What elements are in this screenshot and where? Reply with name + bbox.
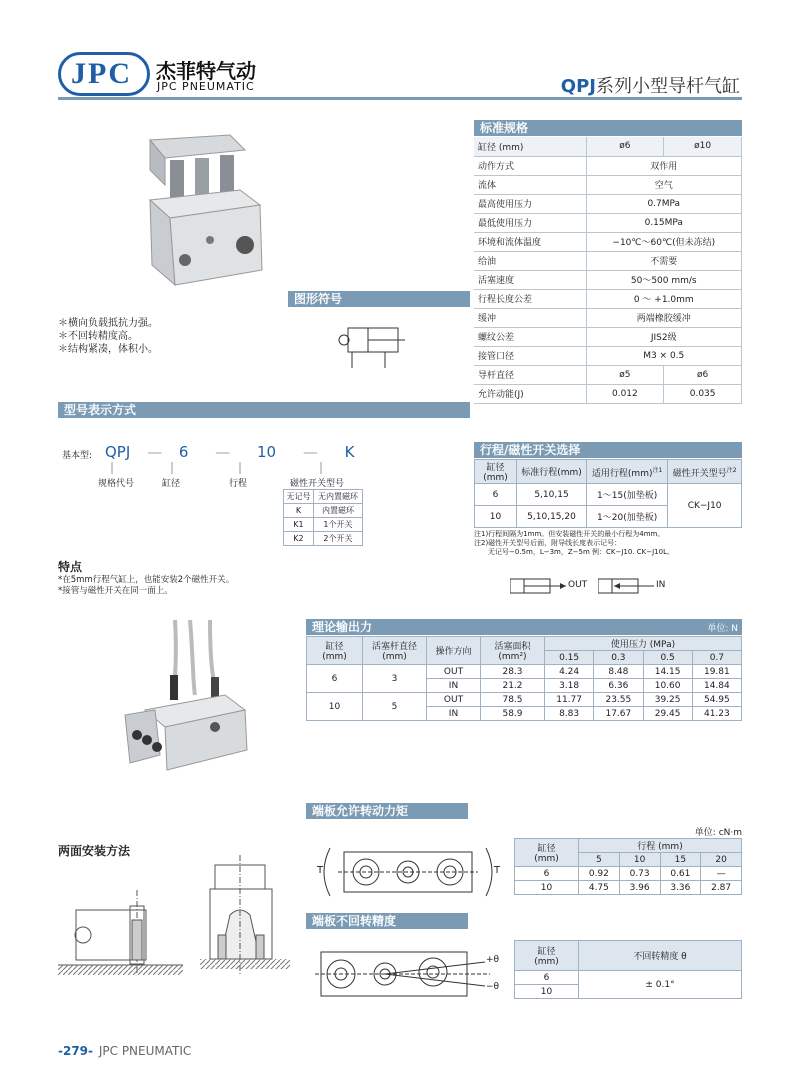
- footer: [58, 1044, 191, 1058]
- force-unit: 单位: N: [707, 624, 738, 634]
- force-value: 8.48: [594, 665, 643, 679]
- feature-item: ＊横向负载抵抗力强。: [58, 318, 158, 329]
- page-number: -279-: [58, 1044, 94, 1058]
- mount-title: 两面安装方法: [58, 844, 131, 858]
- spec-row: [474, 308, 742, 327]
- in-label: IN: [656, 580, 666, 590]
- spec-label: 流体: [474, 175, 586, 194]
- force-col: 缸径 (mm): [307, 637, 363, 665]
- spec-label: 缓冲: [474, 308, 586, 327]
- rot-plus: +θ: [486, 955, 500, 965]
- stroke-col: 缸径(mm): [475, 460, 517, 484]
- torque-value: 3.36: [660, 881, 701, 895]
- stroke-notes: [474, 530, 674, 557]
- torque-value: 3.96: [619, 881, 660, 895]
- spec-row: [474, 270, 742, 289]
- pressure-col: 0.3: [594, 651, 643, 665]
- torque-row: [515, 867, 742, 881]
- spec-label: 允许动能(J): [474, 384, 586, 403]
- spec-row: [474, 365, 742, 384]
- force-value: 17.67: [594, 707, 643, 721]
- spec-label: 活塞速度: [474, 270, 586, 289]
- torque-col: 缸径 (mm): [515, 839, 579, 867]
- force-row: [307, 693, 742, 707]
- stroke-switch: CK−J10: [668, 484, 742, 528]
- force-value: 6.36: [594, 679, 643, 693]
- spec-table: [474, 137, 742, 404]
- title-prefix: QPJ: [560, 76, 596, 97]
- rot-table: [514, 940, 742, 999]
- spec-value: 0.7MPa: [586, 194, 742, 213]
- force-value: 3.18: [545, 679, 594, 693]
- label-stroke: 行程: [229, 479, 248, 489]
- switch-code-table: [283, 489, 363, 546]
- spec-row: [474, 156, 742, 175]
- force-value: 19.81: [692, 665, 741, 679]
- torque-row: [515, 881, 742, 895]
- force-area: 21.2: [481, 679, 545, 693]
- pressure-col: 0.7: [692, 651, 741, 665]
- spec-heading: 标准规格: [474, 120, 742, 136]
- note-line: 注1)行程间隔为1mm。但安装磁性开关的最小行程为4mm。: [474, 530, 665, 538]
- rot-bore: 10: [515, 985, 579, 999]
- spec-value: 双作用: [586, 156, 742, 175]
- stroke-cell: 6: [475, 484, 517, 506]
- label-switch: 磁性开关型号: [290, 479, 345, 489]
- feature-item: ＊结构紧凑，体积小。: [58, 344, 158, 355]
- force-row: [307, 665, 742, 679]
- force-bore: 6: [307, 665, 363, 693]
- feature-item: ＊不回转精度高。: [58, 331, 138, 342]
- label-series: 规格代号: [98, 479, 135, 489]
- torque-table: [514, 838, 742, 895]
- note-line: 无记号−0.5m，L−3m，Z−5m 例：CK−J10. CK−J10L。: [488, 548, 674, 556]
- out-label: OUT: [568, 580, 588, 590]
- stroke-heading: 行程/磁性开关选择: [474, 442, 742, 458]
- torque-value: 0.73: [619, 867, 660, 881]
- spec-value: 不需要: [586, 251, 742, 270]
- spec-value: M3 × 0.5: [586, 346, 742, 365]
- spec-value: ø5: [586, 365, 664, 384]
- spec-value: ø6: [664, 365, 742, 384]
- force-bore: 10: [307, 693, 363, 721]
- force-table: [306, 636, 742, 721]
- rot-col: 不回转精度 θ: [579, 941, 742, 971]
- spec-value: ø10: [664, 137, 742, 156]
- force-area: 58.9: [481, 707, 545, 721]
- model-part-bore: 6: [178, 443, 189, 461]
- force-value: 23.55: [594, 693, 643, 707]
- spec-label: 行程长度公差: [474, 289, 586, 308]
- torque-stroke: 10: [619, 853, 660, 867]
- force-dir: IN: [427, 707, 481, 721]
- special-line: *在5mm行程气缸上，也能安装2个磁性开关。: [58, 575, 235, 585]
- torque-heading: 端板允许转动力矩: [306, 803, 468, 819]
- torque-value: 0.92: [579, 867, 620, 881]
- torque-col: 行程 (mm): [579, 839, 742, 853]
- note-mark: 注2: [726, 466, 737, 474]
- stroke-cell: 5,10,15,20: [517, 506, 587, 528]
- model-connectors: [100, 462, 360, 478]
- torque-value: 4.75: [579, 881, 620, 895]
- spec-row: [474, 232, 742, 251]
- spec-label: 螺纹公差: [474, 327, 586, 346]
- switch-code: K1: [284, 518, 314, 532]
- spec-value: 空气: [586, 175, 742, 194]
- switch-code: K2: [284, 532, 314, 546]
- model-base-label: 基本型:: [62, 451, 93, 461]
- spec-value: 0 ～ +1.0mm: [586, 289, 742, 308]
- model-dash: —: [215, 443, 231, 461]
- force-rod: 5: [363, 693, 427, 721]
- pressure-col: 0.5: [643, 651, 692, 665]
- model-part-stroke: 10: [256, 443, 277, 461]
- rot-col: 缸径 (mm): [515, 941, 579, 971]
- spec-label: 动作方式: [474, 156, 586, 175]
- force-col: 活塞杆直径 (mm): [363, 637, 427, 665]
- symbol-heading: 图形符号: [288, 291, 470, 307]
- spec-label: 缸径 (mm): [474, 137, 586, 156]
- torque-bore: 10: [515, 881, 579, 895]
- product-image-top: [140, 130, 280, 290]
- rot-heading: 端板不回转精度: [306, 913, 468, 929]
- spec-value: 0.012: [586, 384, 664, 403]
- model-dash: —: [147, 443, 163, 461]
- spec-value: −10℃～60℃(但未冻结): [586, 232, 742, 251]
- torque-value: 2.87: [701, 881, 742, 895]
- mount-drawing-right: [200, 855, 290, 980]
- force-value: 29.45: [643, 707, 692, 721]
- force-value: 8.83: [545, 707, 594, 721]
- spec-row: [474, 251, 742, 270]
- switch-desc: 2个开关: [313, 532, 362, 546]
- spec-row: [474, 175, 742, 194]
- torque-t-left: T: [317, 865, 324, 876]
- spec-row: [474, 346, 742, 365]
- rot-drawing: [315, 942, 500, 1004]
- spec-value: ø6: [586, 137, 664, 156]
- spec-value: 两端橡胶缓冲: [586, 308, 742, 327]
- special-line: *接管与磁性开关在同一面上。: [58, 586, 173, 596]
- spec-label: 最低使用压力: [474, 213, 586, 232]
- stroke-col: 适用行程(mm)$^{注1}$: [587, 460, 668, 484]
- spec-label: 最高使用压力: [474, 194, 586, 213]
- pressure-col: 0.15: [545, 651, 594, 665]
- spec-row: [474, 289, 742, 308]
- logo-text: JPC: [71, 57, 132, 90]
- feature-list: [58, 317, 158, 356]
- spec-row: [474, 194, 742, 213]
- spec-row: [474, 384, 742, 403]
- model-heading: 型号表示方式: [58, 402, 470, 418]
- torque-stroke: 5: [579, 853, 620, 867]
- force-heading: 理论输出力: [306, 619, 742, 635]
- spec-value: 50～500 mm/s: [586, 270, 742, 289]
- switch-code: K: [284, 504, 314, 518]
- switch-col: 无内置磁环: [313, 490, 362, 504]
- model-code: [105, 443, 354, 461]
- rot-value: ± 0.1°: [579, 971, 742, 999]
- force-value: 14.84: [692, 679, 741, 693]
- force-col: 活塞面积 (mm²): [481, 637, 545, 665]
- torque-stroke: 20: [701, 853, 742, 867]
- label-bore: 缸径: [162, 479, 181, 489]
- brand-cn: 杰菲特气动: [156, 59, 256, 83]
- spec-label: 导杆直径: [474, 365, 586, 384]
- spec-row: [474, 137, 742, 156]
- force-value: 10.60: [643, 679, 692, 693]
- stroke-col: 标准行程(mm): [517, 460, 587, 484]
- torque-stroke: 15: [660, 853, 701, 867]
- model-part-switch: K: [344, 443, 355, 461]
- force-value: 54.95: [692, 693, 741, 707]
- stroke-table: [474, 459, 742, 528]
- spec-value: 0.15MPa: [586, 213, 742, 232]
- stroke-cell: 5,10,15: [517, 484, 587, 506]
- rot-minus: −θ: [486, 982, 500, 992]
- spec-label: 给油: [474, 251, 586, 270]
- torque-bore: 6: [515, 867, 579, 881]
- mount-drawing-left: [58, 880, 183, 980]
- force-value: 4.24: [545, 665, 594, 679]
- force-dir: OUT: [427, 665, 481, 679]
- switch-desc: 内置磁环: [313, 504, 362, 518]
- rot-bore: 6: [515, 971, 579, 985]
- force-area: 78.5: [481, 693, 545, 707]
- model-dash: —: [302, 443, 318, 461]
- cylinder-symbol: [330, 322, 410, 372]
- force-value: 11.77: [545, 693, 594, 707]
- force-value: 41.23: [692, 707, 741, 721]
- footer-brand: JPC PNEUMATIC: [98, 1044, 192, 1058]
- stroke-cell: 1～15(加垫板): [587, 484, 668, 506]
- spec-row: [474, 327, 742, 346]
- product-image-mid: [115, 615, 265, 785]
- force-dir: OUT: [427, 693, 481, 707]
- force-value: 14.15: [643, 665, 692, 679]
- stroke-col: 磁性开关型号$^{注2}$: [668, 460, 742, 484]
- direction-out-icon: [510, 578, 570, 594]
- torque-value: 0.61: [660, 867, 701, 881]
- note-line: 注2)磁性开关型号后面，附导线长度表示记号：: [474, 539, 622, 547]
- force-col: 使用压力 (MPa): [545, 637, 742, 651]
- force-col: 操作方向: [427, 637, 481, 665]
- page-title: [561, 72, 740, 98]
- force-area: 28.3: [481, 665, 545, 679]
- note-mark: 注1: [652, 466, 663, 474]
- model-part-series: QPJ: [105, 443, 131, 461]
- torque-t-right: T: [494, 865, 501, 876]
- spec-value: 0.035: [664, 384, 742, 403]
- title-suffix: 系列小型导杆气缸: [596, 76, 740, 97]
- stroke-cell: 10: [475, 506, 517, 528]
- switch-col: 无记号: [284, 490, 314, 504]
- torque-drawing: [318, 840, 501, 905]
- spec-row: [474, 213, 742, 232]
- special-title: 特点: [58, 560, 83, 574]
- brand-en: JPC PNEUMATIC: [157, 80, 255, 93]
- spec-value: JIS2级: [586, 327, 742, 346]
- header-rule: [58, 97, 742, 100]
- torque-value: —: [701, 867, 742, 881]
- force-value: 39.25: [643, 693, 692, 707]
- spec-label: 接管口径: [474, 346, 586, 365]
- switch-desc: 1个开关: [313, 518, 362, 532]
- force-dir: IN: [427, 679, 481, 693]
- logo: [58, 52, 150, 96]
- spec-label: 环境和流体温度: [474, 232, 586, 251]
- stroke-cell: 1～20(加垫板): [587, 506, 668, 528]
- force-rod: 3: [363, 665, 427, 693]
- torque-unit: 单位: cN·m: [694, 828, 742, 838]
- direction-in-icon: [598, 578, 658, 594]
